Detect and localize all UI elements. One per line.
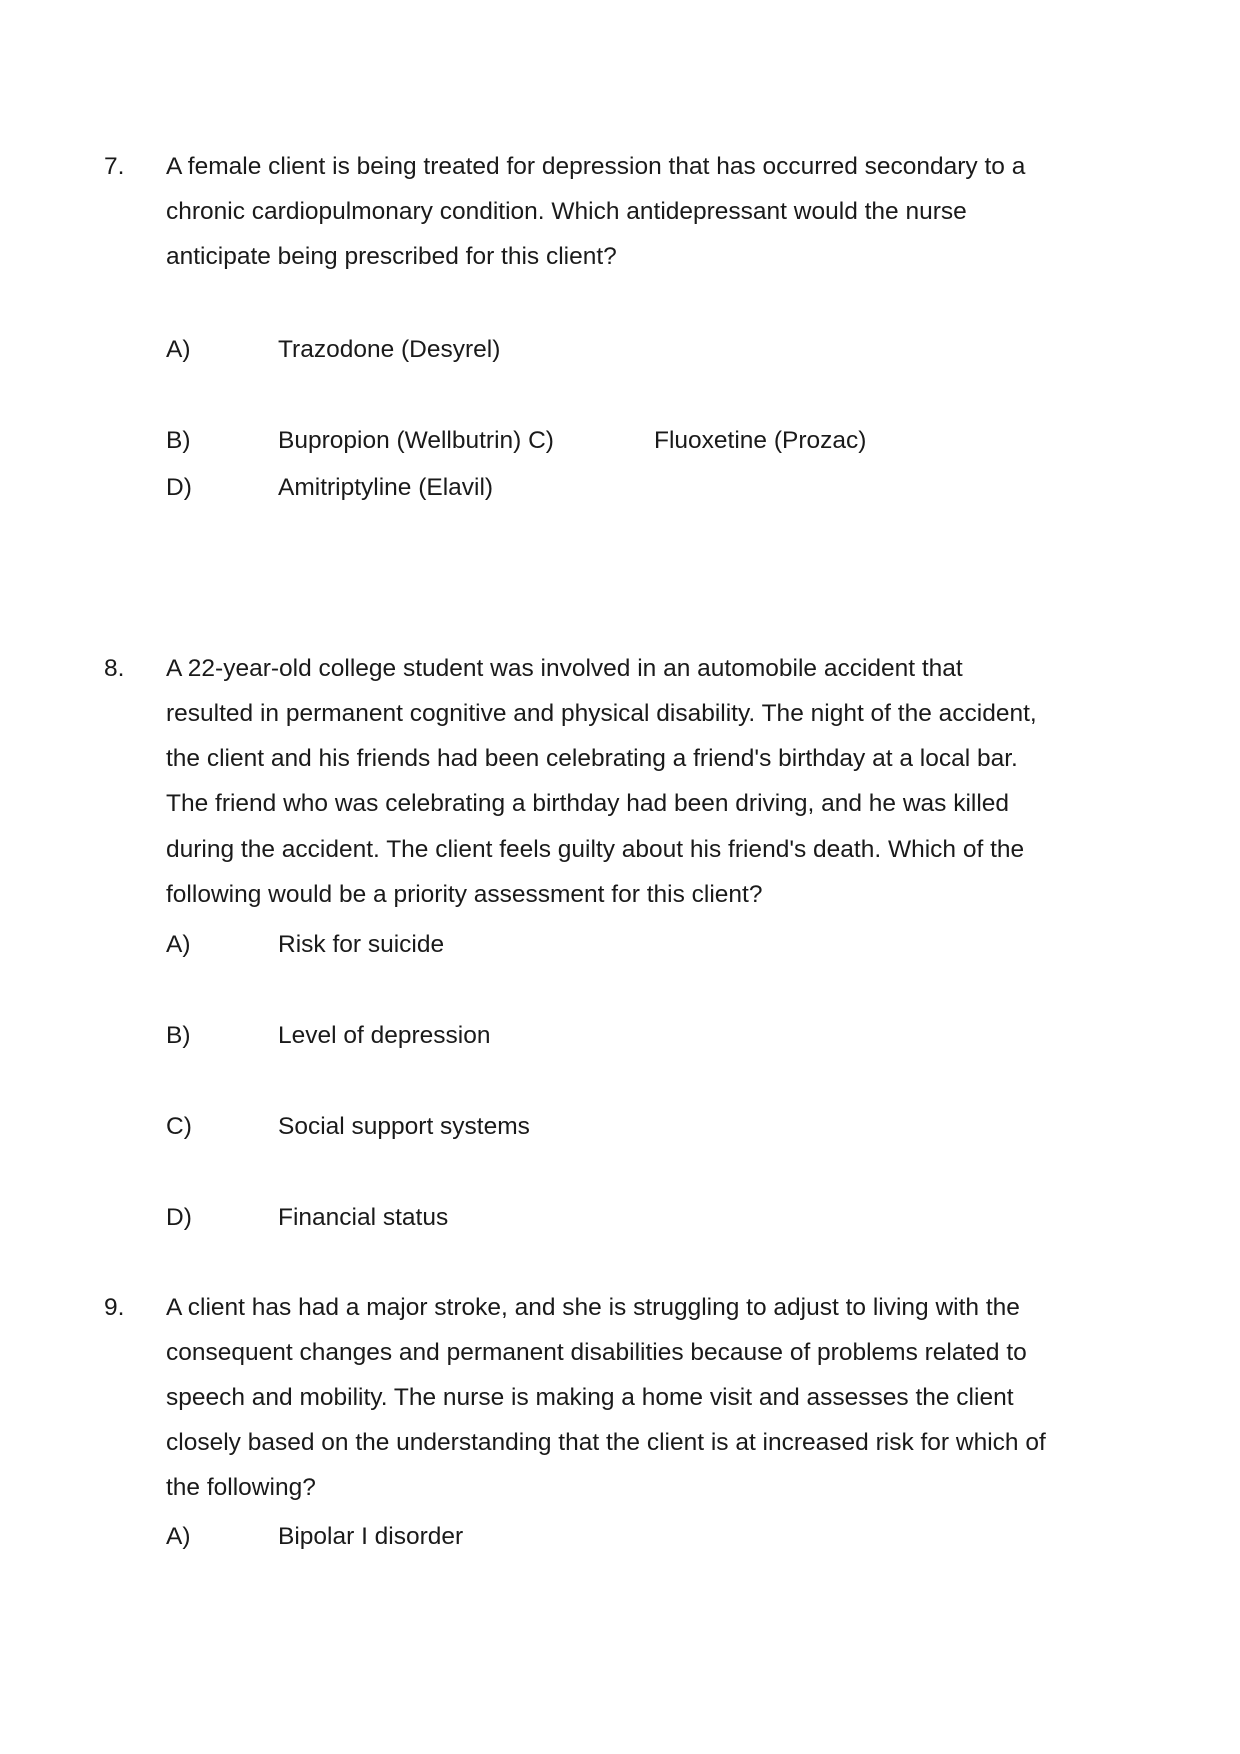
question-number: 7. bbox=[104, 153, 125, 180]
option-text: Fluoxetine (Prozac) bbox=[654, 427, 867, 454]
option-text: Level of depression bbox=[278, 1022, 491, 1049]
option-letter: A) bbox=[166, 931, 191, 958]
question-stem-line: consequent changes and permanent disabilities because of problems related to bbox=[166, 1339, 1027, 1366]
question-number: 9. bbox=[104, 1294, 125, 1321]
option-text: Bipolar I disorder bbox=[278, 1523, 464, 1550]
question-stem-line: the client and his friends had been celebrating a friend's birthday at a local bar. bbox=[166, 745, 1018, 772]
question-stem-line: during the accident. The client feels guilty about his friend's death. Which of the bbox=[166, 836, 1025, 863]
option-text: Trazodone (Desyrel) bbox=[278, 336, 501, 363]
option-text: Social support systems bbox=[278, 1113, 530, 1140]
question-stem-line: A 22-year-old college student was involved in an automobile accident that bbox=[166, 655, 963, 682]
question-stem-line: anticipate being prescribed for this client? bbox=[166, 243, 617, 270]
question-stem-line: A female client is being treated for depression that has occurred secondary to a bbox=[166, 153, 1026, 180]
question-stem-line: closely based on the understanding that the client is at increased risk for which of bbox=[166, 1429, 1046, 1456]
option-letter: C) bbox=[166, 1113, 192, 1140]
option-text: Financial status bbox=[278, 1204, 449, 1231]
question-number: 8. bbox=[104, 655, 125, 682]
option-letter: D) bbox=[166, 1204, 192, 1231]
question-stem-line: following would be a priority assessment for this client? bbox=[166, 881, 763, 908]
option-letter: A) bbox=[166, 1523, 191, 1550]
option-letter: D) bbox=[166, 474, 192, 501]
option-text: Amitriptyline (Elavil) bbox=[278, 474, 494, 501]
question-stem-line: the following? bbox=[166, 1474, 316, 1501]
option-text: Risk for suicide bbox=[278, 931, 445, 958]
question-stem-line: speech and mobility. The nurse is making a home visit and assesses the client bbox=[166, 1384, 1014, 1411]
option-letter: B) bbox=[166, 427, 191, 454]
question-stem-line: The friend who was celebrating a birthday had been driving, and he was killed bbox=[166, 790, 1010, 817]
question-stem-line: A client has had a major stroke, and she is struggling to adjust to living with the bbox=[166, 1294, 1020, 1321]
option-letter: A) bbox=[166, 336, 191, 363]
option-text: Bupropion (Wellbutrin) C) bbox=[278, 427, 554, 454]
option-letter: B) bbox=[166, 1022, 191, 1049]
question-stem-line: chronic cardiopulmonary condition. Which antidepressant would the nurse bbox=[166, 198, 967, 225]
question-stem-line: resulted in permanent cognitive and physical disability. The night of the accident, bbox=[166, 700, 1037, 727]
